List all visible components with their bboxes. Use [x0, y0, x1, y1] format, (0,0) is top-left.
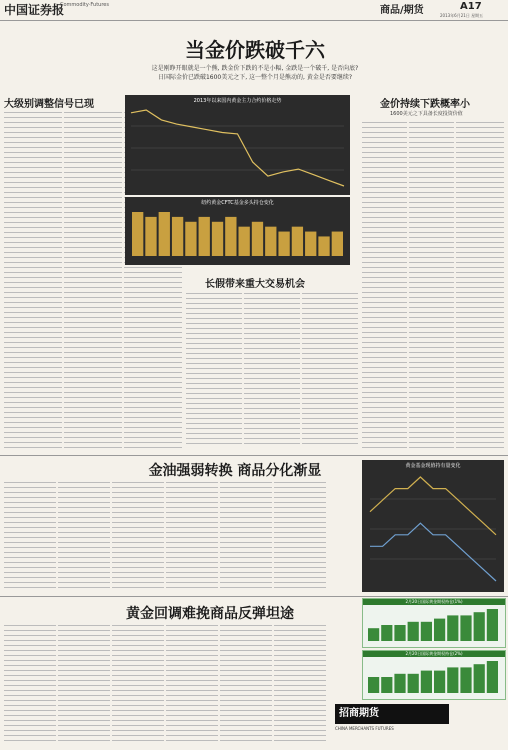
left-column-text-1: [4, 112, 62, 452]
center-column-text-2: [244, 293, 300, 448]
bar: [394, 625, 405, 641]
center-column-title: 长假带来重大交易机会: [205, 279, 305, 290]
bar: [368, 628, 379, 641]
bar: [394, 674, 405, 693]
ad-logo: [335, 704, 449, 724]
center-column-text-3: [302, 293, 358, 448]
bar: [199, 217, 210, 256]
bar: [145, 217, 156, 256]
bar: [252, 222, 263, 256]
bar: [305, 232, 316, 256]
mid-text-5: [220, 482, 272, 592]
bar: [421, 622, 432, 641]
paper-subtitle: Commodity·Futures: [60, 2, 109, 8]
mid-headline: 金油强弱转换 商品分化渐显: [148, 463, 322, 479]
right-column-text-2: [409, 122, 454, 452]
option-chart-1: [363, 605, 503, 645]
bar: [292, 227, 303, 256]
bar: [381, 677, 392, 693]
lower-text-5: [220, 625, 272, 745]
lead-headline: 当金价跌破千六: [185, 38, 325, 62]
lower-text-3: [112, 625, 164, 745]
option-chart-panel-2: [362, 650, 506, 700]
bar: [225, 217, 236, 256]
gold-price-chart: [125, 104, 350, 192]
cftc-chart-panel: [125, 197, 350, 265]
lower-text-6: [274, 625, 326, 745]
bar: [447, 667, 458, 693]
lower-divider: [0, 596, 508, 597]
center-column-text-1: [186, 293, 242, 448]
mid-text-1: [4, 482, 56, 592]
series-line: [370, 523, 496, 581]
lead-deck-1: 这是刚睁开眼就是一个熊, 跌金价下跌的不是小幅, 金跌是一个破千, 是否向底?: [151, 65, 359, 72]
bar: [381, 625, 392, 641]
mid-divider: [0, 455, 508, 456]
bar: [132, 212, 143, 256]
ad-name: 招商期货: [339, 708, 379, 719]
fund-holdings-chart: [362, 469, 504, 589]
ad-subtitle: CHINA MERCHANTS FUTURES: [335, 726, 394, 731]
bar: [159, 212, 170, 256]
paper-name: 中国证券报: [4, 3, 65, 17]
bar: [212, 222, 223, 256]
fund-holdings-chart-title: 黄金基金现值持有量变化: [405, 463, 461, 469]
option-chart-2: [363, 657, 503, 697]
bar: [434, 619, 445, 641]
mid-text-6: [274, 482, 326, 592]
bar: [474, 664, 485, 693]
left-column-text-2: [64, 112, 122, 452]
cftc-chart-title: 纽约黄金CFTC基金多头持仓变化: [201, 200, 274, 206]
option-chart-title-1: 2月20日国际黄金期权持仓(1%): [363, 599, 505, 605]
bar: [474, 612, 485, 641]
option-chart-title-2: 2月20日国际黄金期权持仓(2%): [363, 651, 505, 657]
bar: [185, 222, 196, 256]
bar: [239, 227, 250, 256]
fund-holdings-chart-panel: [362, 460, 504, 592]
mid-text-2: [58, 482, 110, 592]
bar: [460, 615, 471, 641]
bar: [332, 232, 343, 256]
bar: [278, 232, 289, 256]
lower-text-1: [4, 625, 56, 745]
lower-text-2: [58, 625, 110, 745]
option-chart-panel-1: [362, 598, 506, 648]
bar: [421, 671, 432, 693]
section-title: 商品/期货: [380, 5, 424, 16]
lower-headline: 黄金回调难挽商品反弹坦途: [126, 606, 294, 622]
bar: [318, 236, 329, 256]
lower-text-4: [166, 625, 218, 745]
right-column-title: 金价持续下跌概率小: [380, 99, 470, 110]
bar: [172, 217, 183, 256]
right-column-text-3: [456, 122, 504, 452]
bar: [487, 661, 498, 693]
page-number: A17: [460, 1, 482, 12]
gold-price-chart-panel: [125, 95, 350, 195]
bar: [408, 674, 419, 693]
bar: [487, 609, 498, 641]
bar: [265, 227, 276, 256]
lead-deck-2: 日国际金价已跌破1600美元之下, 这一整个月是熊动的, 黄金是否要继续?: [157, 74, 353, 81]
bar: [434, 671, 445, 693]
right-column-subtitle: 1600美元之下具备长度投资价值: [390, 111, 463, 117]
bar: [368, 677, 379, 693]
series-line: [370, 477, 496, 535]
cftc-chart: [125, 206, 350, 262]
bar: [408, 622, 419, 641]
mid-text-3: [112, 482, 164, 592]
gold-price-chart-title: 2013年以来国内黄金主力合约价格走势: [193, 98, 282, 104]
bar: [447, 615, 458, 641]
left-column-title: 大级别调整信号已现: [4, 99, 94, 110]
bar: [460, 667, 471, 693]
masthead-date: 2013年6月21日 星期五: [440, 13, 484, 18]
right-column-text-1: [362, 122, 407, 452]
mid-text-4: [166, 482, 218, 592]
